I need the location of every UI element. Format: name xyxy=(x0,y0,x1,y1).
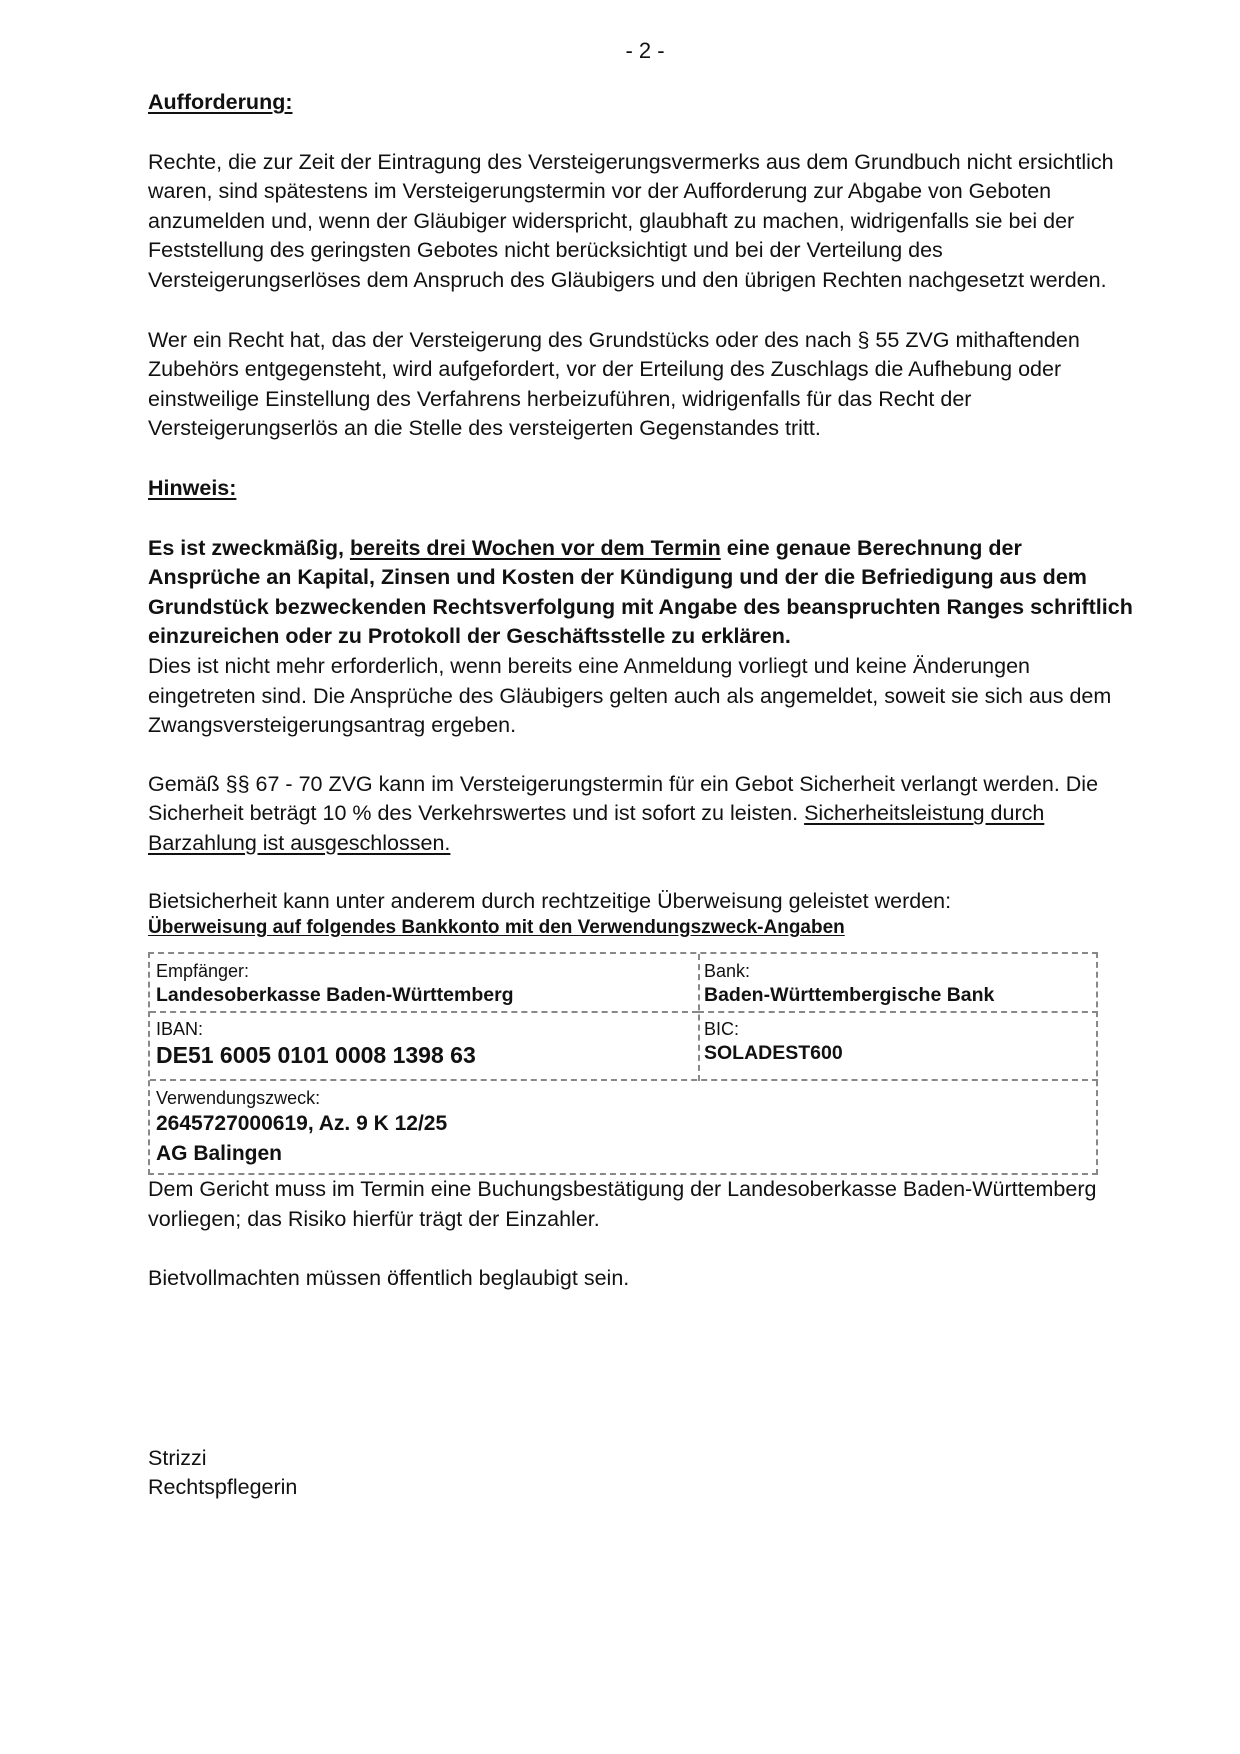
signature-block xyxy=(148,1444,1138,1503)
purpose-label: Verwendungszweck: xyxy=(156,1088,321,1109)
paragraph-calculation-notice xyxy=(148,534,1138,652)
notice-deadline-emphasis: bereits drei Wochen vor dem Termin xyxy=(349,535,721,560)
bank-value: Baden-Württembergische Bank xyxy=(704,984,995,1007)
recipient-label: Empfänger: xyxy=(156,961,250,982)
column-divider xyxy=(698,954,700,1081)
page-number: - 2 - xyxy=(625,38,665,63)
paragraph-rights-objection: Wer ein Recht hat, das der Versteigerung des Grundstücks oder des nach § 55 ZVG mithaftenden Zubehörs entgegensteht, wird aufgefordert, vor der Erteilung des Zuschlags die Aufhebung oder einstweilige Einstellung des Verfahrens herbeizuführen, widrigenfalls für das Recht der Versteigerungserlös an die Stelle des versteigerten Gegenstandes tritt. xyxy=(148,327,1080,441)
security-cash-excluded: Sicherheitsleistung durch Barzahlung ist ausgeschlossen. xyxy=(148,801,1045,855)
heading-hinweis: Hinweis: xyxy=(148,475,237,500)
bic-label: BIC: xyxy=(704,1019,740,1040)
iban-cell xyxy=(156,1018,476,1070)
bic-cell xyxy=(704,1018,843,1066)
row-divider-left xyxy=(150,1011,698,1013)
paragraph-booking-confirmation: Dem Gericht muss im Termin eine Buchungsbestätigung der Landesoberkasse Baden-Württemberg vorliegen; das Risiko hierfür trägt der Einzahler. xyxy=(148,1177,1097,1231)
paragraph-rights-registration: Rechte, die zur Zeit der Eintragung des Versteigerungsvermerks aus dem Grundbuch nicht ersichtlich waren, sind spätestens im Versteigerungstermin vor der Aufforderung zur Abgabe von Geboten anzumelden und, wenn der Gläubiger widerspricht, glaubhaft zu machen, widrigenfalls sie bei der Feststellung des geringsten Gebotes nicht berücksichtigt und bei der Verteilung des Versteigerungserlöses dem Anspruch des Gläubigers und den übrigen Rechten nachgesetzt werden. xyxy=(148,149,1114,292)
paragraph-transfer-intro: Bietsicherheit kann unter anderem durch rechtzeitige Überweisung geleistet werden: xyxy=(148,889,952,914)
purpose-number: 2645727000619 xyxy=(156,1112,308,1136)
row-divider-right xyxy=(698,1011,1098,1013)
bic-value: SOLADEST600 xyxy=(704,1042,843,1065)
paragraph-not-required: Dies ist nicht mehr erforderlich, wenn bereits eine Anmeldung vorliegt und keine Änderungen eingetreten sind. Die Ansprüche des Gläubigers gelten auch als angemeldet, soweit sie sich aus dem Zwangsversteigerungsantrag ergeben. xyxy=(148,653,1112,738)
purpose-court: AG Balingen xyxy=(156,1142,283,1166)
document-body xyxy=(148,88,1138,1503)
heading-aufforderung: Aufforderung: xyxy=(148,90,293,114)
recipient-cell xyxy=(156,960,514,1008)
recipient-value: Landesoberkasse Baden-Württemberg xyxy=(156,984,514,1007)
paragraph-security xyxy=(148,770,1138,859)
purpose-reference xyxy=(156,1109,447,1139)
purpose-cell xyxy=(156,1087,447,1169)
bank-details-box xyxy=(148,952,1098,1175)
paragraph-power-of-attorney: Bietvollmachten müssen öffentlich beglaubigt sein. xyxy=(148,1266,630,1291)
security-text: Gemäß §§ 67 - 70 ZVG kann im Versteigerungstermin für ein Gebot Sicherheit verlangt werden. Die Sicherheit beträgt 10 % des Verkehrswertes und ist sofort zu leisten. xyxy=(148,771,1099,826)
bank-cell xyxy=(704,960,994,1008)
signer-name: Strizzi xyxy=(148,1445,207,1470)
signer-title: Rechtspflegerin xyxy=(148,1475,298,1500)
notice-text-start: Es ist zweckmäßig, xyxy=(148,535,350,560)
purpose-case-number: , Az. 9 K 12/25 xyxy=(307,1112,448,1136)
transfer-heading: Überweisung auf folgendes Bankkonto mit den Verwendungszweck-Angaben xyxy=(148,917,845,939)
iban-label: IBAN: xyxy=(156,1019,204,1040)
row-divider-full xyxy=(150,1079,1098,1081)
bank-label: Bank: xyxy=(704,961,751,982)
iban-value: DE51 6005 0101 0008 1398 63 xyxy=(156,1042,476,1069)
notice-text-end: eine genaue Berechnung der Ansprüche an Kapital, Zinsen und Kosten der Kündigung und der die Befriedigung aus dem Grundstück bezweckenden Rechtsverfolgung mit Angabe des beanspruchten Ranges schriftlich einzureichen oder zu Protokoll der Geschäftsstelle zu erklären. xyxy=(148,535,1133,649)
